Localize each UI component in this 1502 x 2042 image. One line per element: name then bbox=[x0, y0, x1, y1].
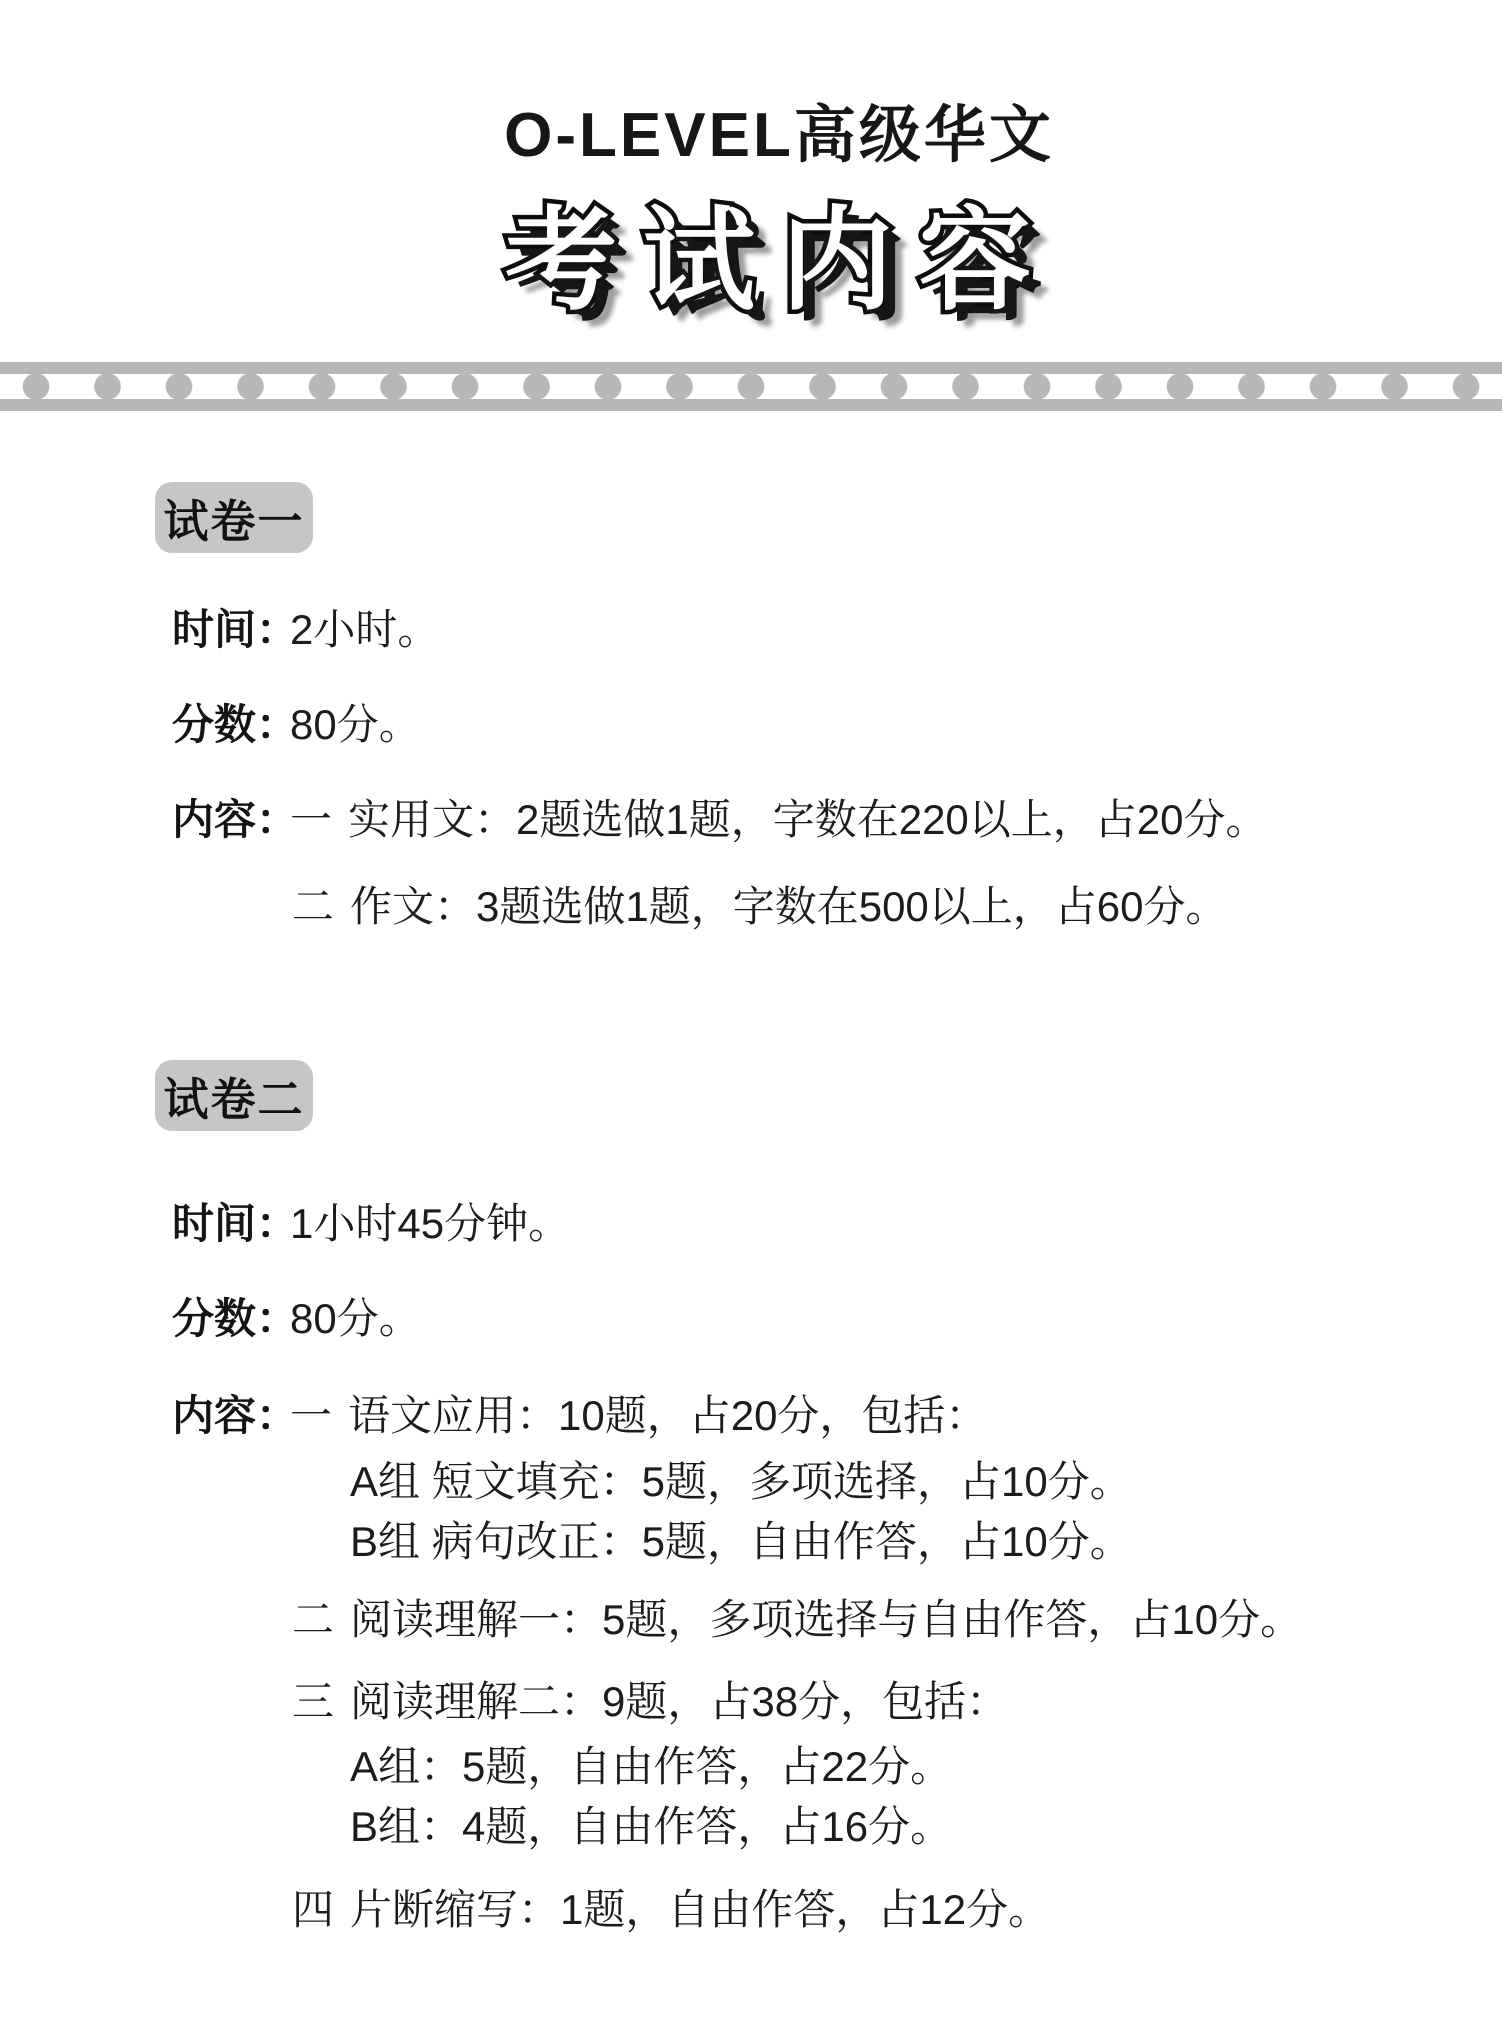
paper1-time-line bbox=[172, 607, 439, 654]
paper2-time-line bbox=[172, 1201, 570, 1248]
paper2-item3-text: 阅读理解二：9题，占38分，包括： bbox=[350, 1678, 1009, 1725]
paper1-item1-text: 实用文：2题选做1题，字数在220以上，占20分。 bbox=[348, 796, 1268, 843]
paper2-item3-number: 三 bbox=[292, 1680, 335, 1726]
paper2-content-line-4 bbox=[292, 1887, 1050, 1934]
paper2-time-label: 时间： bbox=[172, 1200, 299, 1247]
paper1-content-label: 内容： bbox=[172, 796, 299, 843]
paper2-item3-sub-b bbox=[350, 1804, 952, 1851]
paper2-item2-number: 二 bbox=[292, 1598, 335, 1644]
page-subtitle: 考试内容 bbox=[505, 200, 1057, 324]
paper1-item2-number: 二 bbox=[292, 885, 335, 931]
paper2-item1-sub-b bbox=[350, 1519, 1132, 1566]
paper2-item4-text: 片断缩写：1题，自由作答，占12分。 bbox=[350, 1886, 1051, 1933]
band-dots bbox=[0, 373, 1502, 400]
paper1-score-label: 分数： bbox=[172, 701, 299, 748]
paper2-content-line-1 bbox=[172, 1393, 987, 1440]
paper1-content-line-2 bbox=[292, 884, 1228, 931]
paper2-score-line bbox=[172, 1296, 421, 1343]
paper1-score-value: 80分。 bbox=[290, 701, 421, 748]
paper2-content-line-3 bbox=[292, 1679, 1008, 1726]
paper1-item1-number: 一 bbox=[290, 798, 333, 844]
paper2-content-line-2 bbox=[292, 1597, 1302, 1644]
paper2-item1-sub-b-text: B组 病句改正：5题，自由作答，占10分。 bbox=[350, 1518, 1132, 1565]
paper2-item1-text: 语文应用：10题，占20分，包括： bbox=[348, 1392, 988, 1439]
paper2-item2-text: 阅读理解一：5题，多项选择与自由作答，占10分。 bbox=[350, 1596, 1303, 1643]
paper2-item1-sub-a bbox=[350, 1459, 1132, 1506]
paper2-item4-number: 四 bbox=[292, 1888, 335, 1934]
band-bottom-bar bbox=[0, 399, 1502, 411]
paper2-time-value: 1小时45分钟。 bbox=[290, 1200, 571, 1247]
paper2-item3-sub-a bbox=[350, 1744, 952, 1791]
decorative-band bbox=[0, 362, 1502, 411]
paper1-time-value: 2小时。 bbox=[290, 606, 440, 653]
paper1-content-line-1 bbox=[172, 797, 1268, 844]
paper2-score-value: 80分。 bbox=[290, 1295, 421, 1342]
paper2-content-label: 内容： bbox=[172, 1392, 299, 1439]
paper2-item3-sub-a-text: A组：5题，自由作答，占22分。 bbox=[350, 1743, 953, 1790]
page-title: O-LEVEL高级华文 bbox=[504, 101, 1054, 170]
paper2-item1-sub-a-text: A组 短文填充：5题，多项选择，占10分。 bbox=[350, 1458, 1132, 1505]
paper2-score-label: 分数： bbox=[172, 1295, 299, 1342]
paper2-item1-number: 一 bbox=[290, 1394, 333, 1440]
paper2-item3-sub-b-text: B组：4题，自由作答，占16分。 bbox=[350, 1803, 953, 1850]
paper1-badge: 试卷一 bbox=[155, 482, 313, 553]
paper2-badge: 试卷二 bbox=[155, 1060, 313, 1131]
paper1-score-line bbox=[172, 702, 421, 749]
paper1-item2-text: 作文：3题选做1题，字数在500以上，占60分。 bbox=[350, 883, 1228, 930]
paper1-time-label: 时间： bbox=[172, 606, 299, 653]
